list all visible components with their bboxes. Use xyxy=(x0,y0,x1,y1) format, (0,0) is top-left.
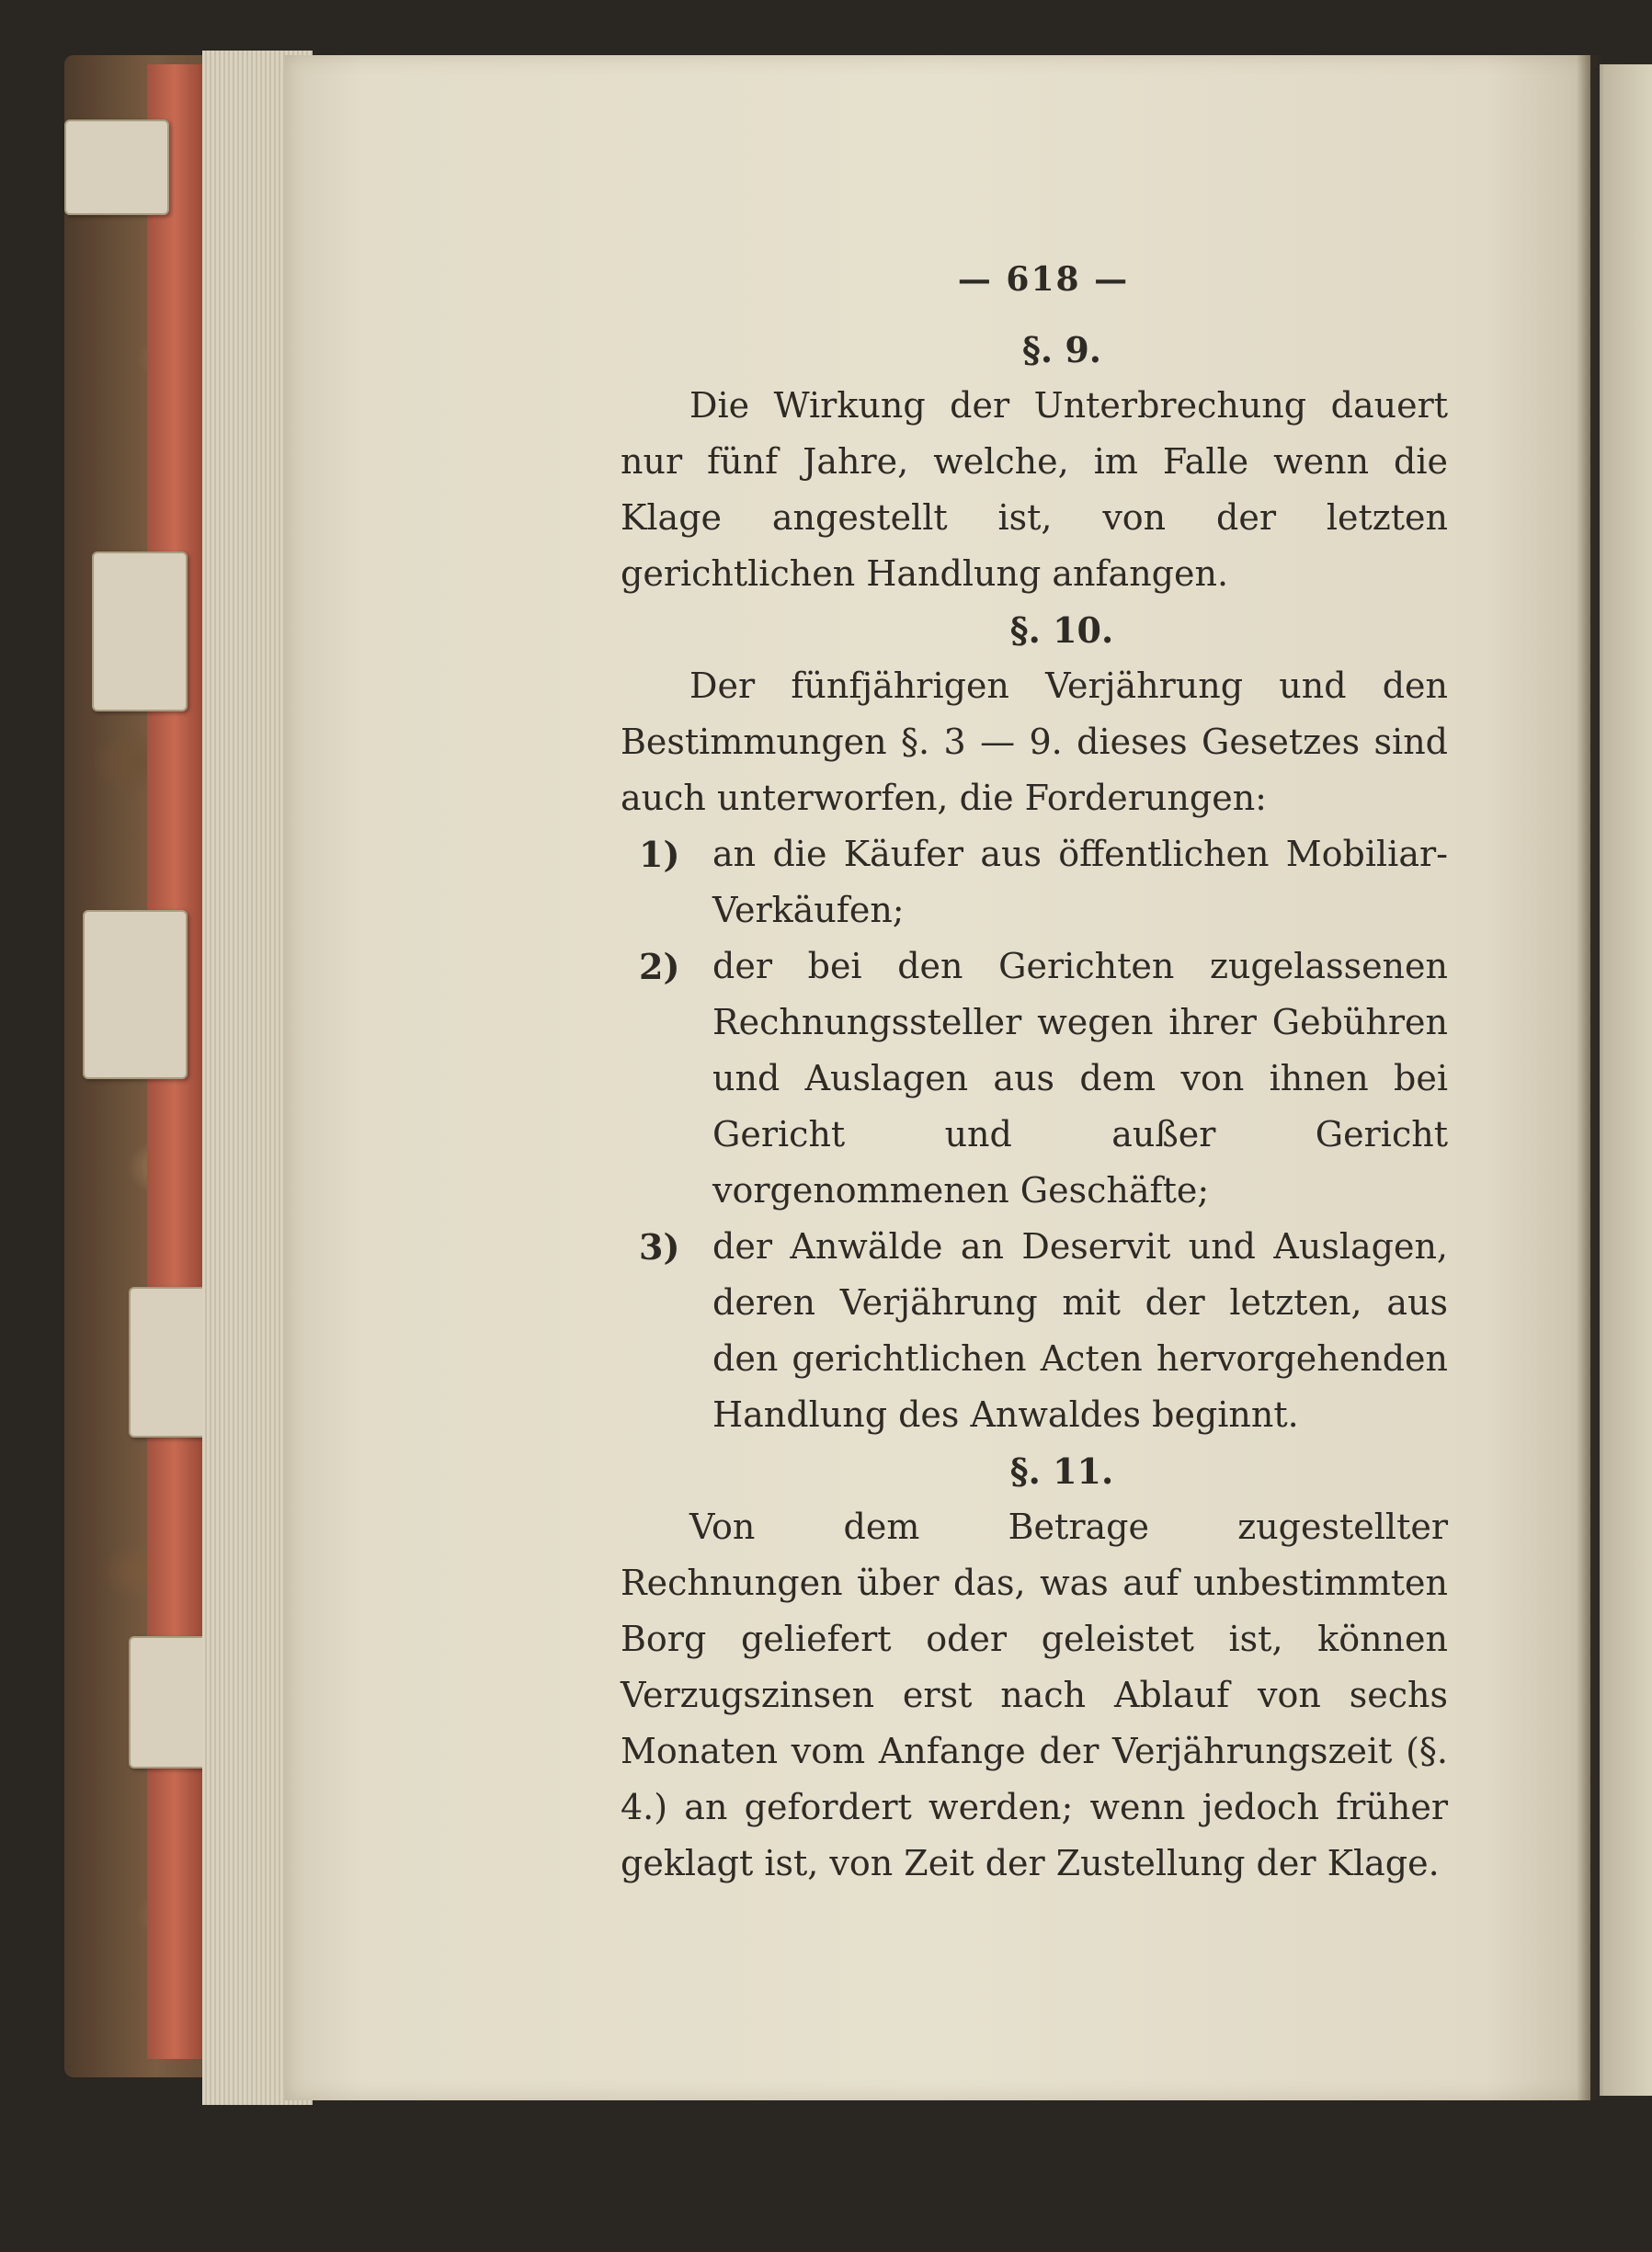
section-9-paragraph: Die Wirkung der Unterbrechung dauert nur fünf Jahre, welche, im Falle wenn die Klage angestellt ist, von der letzten gerichtlichen Handlung anfangen. xyxy=(621,385,1448,594)
section-10-paragraph: Der fünfjährigen Verjährung und den Bestimmungen §. 3 — 9. dieses Gesetzes sind auch unterworfen, die Forderungen: xyxy=(621,665,1448,818)
list-item-number: 3) xyxy=(639,1226,680,1268)
list-item xyxy=(621,826,1448,938)
page-gutter xyxy=(1577,55,1604,2100)
section-heading-9: §. 9. xyxy=(1021,329,1101,370)
section-10-list xyxy=(621,826,1448,1443)
list-item-text: an die Käufer aus öffentlichen Mobiliar-Verkäufen; xyxy=(712,834,1448,930)
page-tab-3 xyxy=(83,910,188,1079)
section-heading-11: §. 11. xyxy=(1009,1450,1114,1492)
list-item-number: 1) xyxy=(639,834,680,875)
section-heading-10: §. 10. xyxy=(1009,609,1114,651)
page-text xyxy=(621,257,1448,1892)
facing-page-edge xyxy=(1600,64,1652,2096)
list-item-text: der Anwälde an Deservit und Auslagen, deren Verjährung mit der letzten, aus den gerichtlichen Acten hervorgehenden Handlung des Anwaldes beginnt. xyxy=(712,1226,1448,1435)
list-item-number: 2) xyxy=(639,946,680,987)
list-item-text: der bei den Gerichten zugelassenen Rechnungssteller wegen ihrer Gebühren und Auslagen aus dem von ihnen bei Gericht und außer Gericht vorgenommenen Geschäfte; xyxy=(712,946,1448,1211)
list-item xyxy=(621,938,1448,1219)
page-tab-2 xyxy=(92,552,188,711)
list-item xyxy=(621,1219,1448,1443)
page-number-header: — 618 — xyxy=(957,260,1130,299)
page-tab-1 xyxy=(64,119,169,215)
section-11-paragraph: Von dem Betrage zugestellter Rechnungen über das, was auf unbestimmten Borg geliefert oder geleistet ist, können Verzugszinsen erst nach Ablauf von sechs Monaten vom Anfange der Verjährungszeit (§. 4.) an gefordert werden; wenn jedoch früher geklagt ist, von Zeit der Zustellung der Klage. xyxy=(621,1507,1448,1883)
